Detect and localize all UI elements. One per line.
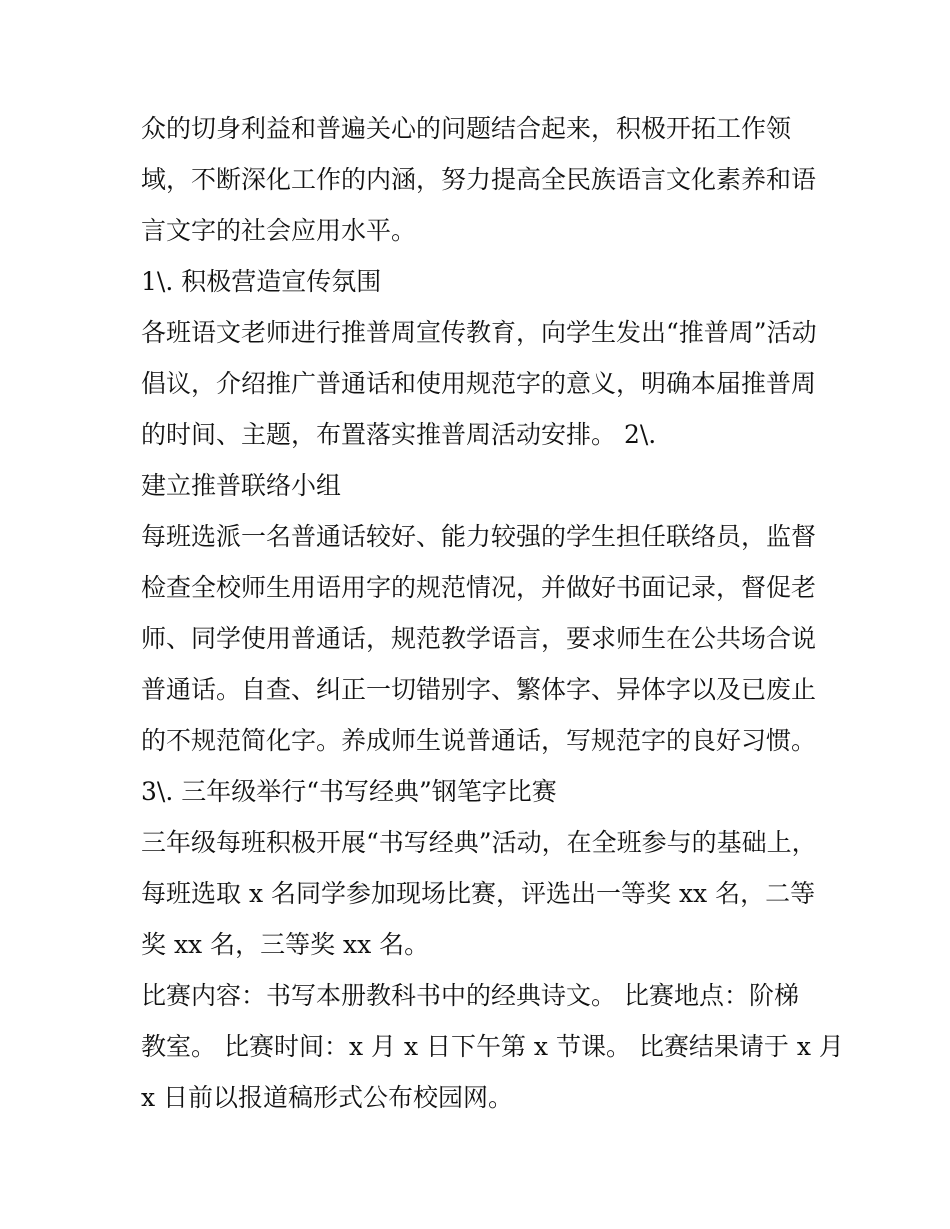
section-heading-3: 3\. 三年级举行“书写经典”钢笔字比赛 xyxy=(141,777,557,806)
text-line: 奖 xx 名，三等奖 xx 名。 xyxy=(141,930,430,959)
text-line: 倡议，介绍推广普通话和使用规范字的意义，明确本届推普周 xyxy=(141,369,817,398)
text-line: 众的切身利益和普遍关心的问题结合起来，积极开拓工作领 xyxy=(141,114,792,143)
text-line: 各班语文老师进行推普周宣传教育，向学生发出“推普周”活动 xyxy=(141,318,817,347)
text-line: 的不规范简化字。养成师生说普通话，写规范字的良好习惯。 xyxy=(141,726,817,755)
text-line: 域，不断深化工作的内涵，努力提高全民族语言文化素养和语 xyxy=(141,165,817,194)
text-line: 言文字的社会应用水平。 xyxy=(141,216,417,245)
document-body xyxy=(141,103,844,1123)
text-line: 师、同学使用普通话，规范教学语言，要求师生在公共场合说 xyxy=(141,624,817,653)
text-line: 的时间、主题，布置落实推普周活动安排。 2\. xyxy=(141,420,657,449)
text-line: x 日前以报道稿形式公布校园网。 xyxy=(141,1083,514,1112)
section-heading-1: 1\. 积极营造宣传氛围 xyxy=(141,267,382,296)
text-line: 普通话。自查、纠正一切错别字、繁体字、异体字以及已废止 xyxy=(141,675,817,704)
text-line: 每班选取 x 名同学参加现场比赛，评选出一等奖 xx 名，二等 xyxy=(141,879,816,908)
text-line: 检查全校师生用语用字的规范情况，并做好书面记录，督促老 xyxy=(141,573,817,602)
text-line: 教室。 比赛时间：x 月 x 日下午第 x 节课。 比赛结果请于 x 月 xyxy=(141,1032,844,1061)
text-line: 每班选派一名普通话较好、能力较强的学生担任联络员，监督 xyxy=(141,522,817,551)
section-heading-2: 建立推普联络小组 xyxy=(141,471,342,500)
text-line: 三年级每班积极开展“书写经典”活动，在全班参与的基础上， xyxy=(141,828,817,857)
text-line: 比赛内容：书写本册教科书中的经典诗文。 比赛地点：阶梯 xyxy=(141,981,799,1010)
